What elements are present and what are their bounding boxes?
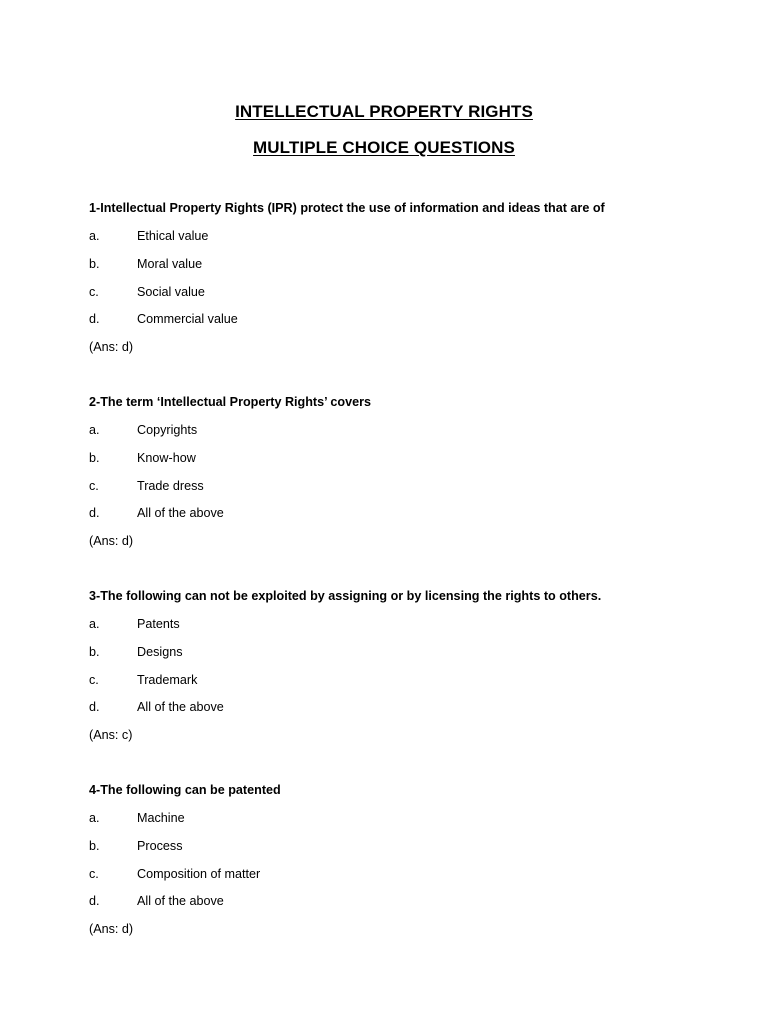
question-3 <box>89 588 749 743</box>
option-letter: a. <box>89 423 100 437</box>
option-c <box>89 866 749 894</box>
option-d <box>89 699 749 727</box>
option-b <box>89 644 749 672</box>
option-a <box>89 228 749 256</box>
option-text: All of the above <box>137 700 224 715</box>
option-letter: a. <box>89 617 100 631</box>
option-b <box>89 838 749 866</box>
option-text: Composition of matter <box>137 866 261 881</box>
question-text: 3-The following can not be exploited by assigning or by licensing the rights to others. <box>89 589 602 603</box>
document-title: INTELLECTUAL PROPERTY RIGHTS <box>235 102 533 121</box>
option-text: Copyrights <box>137 423 198 437</box>
option-letter: d. <box>89 312 100 327</box>
option-letter: d. <box>89 506 100 521</box>
option-d <box>89 505 749 533</box>
option-b <box>89 256 749 284</box>
option-letter: b. <box>89 256 100 271</box>
option-text: Know-how <box>137 450 196 465</box>
option-c <box>89 284 749 312</box>
option-text: Social value <box>137 284 205 299</box>
question-text: 1-Intellectual Property Rights (IPR) protect the use of information and ideas that are of <box>89 201 605 215</box>
option-letter: b. <box>89 644 100 659</box>
question-text: 4-The following can be patented <box>89 783 281 797</box>
option-text: Patents <box>137 617 180 631</box>
option-text: Process <box>137 838 183 853</box>
option-d <box>89 893 749 921</box>
option-text: Designs <box>137 644 183 659</box>
question-2 <box>89 394 749 549</box>
question-1 <box>89 200 749 355</box>
option-letter: c. <box>89 284 99 299</box>
option-text: Ethical value <box>137 229 209 243</box>
question-4 <box>89 782 749 937</box>
option-text: Moral value <box>137 256 203 271</box>
answer-text: (Ans: d) <box>89 340 134 355</box>
option-letter: d. <box>89 700 100 715</box>
option-a <box>89 422 749 450</box>
question-text: 2-The term ‘Intellectual Property Rights’ covers <box>89 395 372 409</box>
document-subtitle: MULTIPLE CHOICE QUESTIONS <box>253 138 515 157</box>
option-letter: c. <box>89 478 99 493</box>
option-c <box>89 478 749 506</box>
option-text: Machine <box>137 811 185 825</box>
option-text: Commercial value <box>137 312 238 327</box>
answer-text: (Ans: c) <box>89 728 133 743</box>
option-letter: c. <box>89 866 99 881</box>
option-text: Trademark <box>137 672 198 687</box>
option-a <box>89 810 749 838</box>
option-letter: a. <box>89 811 100 825</box>
option-letter: d. <box>89 894 100 909</box>
option-d <box>89 311 749 339</box>
option-letter: b. <box>89 450 100 465</box>
option-letter: c. <box>89 672 99 687</box>
answer-text: (Ans: d) <box>89 922 134 937</box>
option-b <box>89 450 749 478</box>
option-letter: a. <box>89 229 100 243</box>
option-text: All of the above <box>137 894 224 909</box>
option-a <box>89 616 749 644</box>
option-letter: b. <box>89 838 100 853</box>
option-text: All of the above <box>137 506 224 521</box>
answer-text: (Ans: d) <box>89 534 134 549</box>
option-text: Trade dress <box>137 478 204 493</box>
option-c <box>89 672 749 700</box>
